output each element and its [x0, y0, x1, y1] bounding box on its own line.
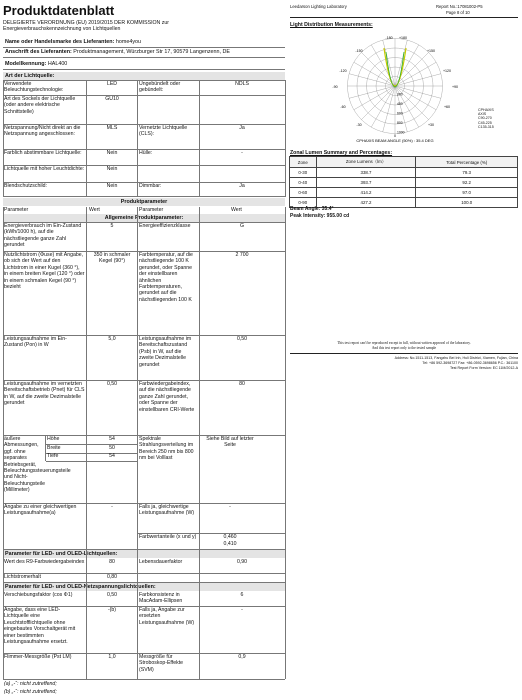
polar-angle-label: +150: [426, 49, 436, 53]
polar-spoke: [349, 74, 395, 86]
param-value-2: 0,50: [236, 336, 248, 342]
zone-cell: 414.2: [316, 188, 416, 198]
chromaticity-y: 0,410: [223, 541, 237, 547]
zone-col-1: Zone Lumens（lm）: [316, 157, 416, 168]
zone-cell: 0-30: [290, 168, 317, 178]
polar-angle-label: -30: [356, 123, 362, 127]
legend-entry: C90-270: [478, 116, 492, 121]
param-value: 5: [110, 223, 114, 229]
zone-col-2: Total Percentage (%): [416, 157, 518, 168]
param-label: Nutzlichtstrom (Φuse) mit Angabe, ob sich der Wert auf den Lichtstrom in einer Kugel (360 °), in einem breiten Kegel (120 °) oder in einem schmalen Kegel (90 °) bezieht: [4, 252, 85, 291]
polar-spoke: [383, 86, 395, 132]
param-value: Nein: [106, 166, 118, 172]
param-value: LED: [106, 81, 118, 87]
param-value-2: Ja: [239, 125, 245, 131]
param-label-2: Hülle:: [139, 150, 153, 156]
dimension-value: 50: [109, 444, 115, 451]
param-label-2: Farbtemperatur, auf die nächstliegende 100 K gerundet, oder Spanne der einstellbaren ähnlichen Farbtemperaturen, gerundet auf die nächstliegenden 100 K: [139, 252, 193, 303]
legend-entry: C45-225: [478, 120, 492, 125]
param-label-2: Messgröße für Stroboskop-Effekte (SVM): [139, 654, 184, 673]
zonal-heading: Zonal Lumen Summary and Percentages:: [290, 150, 393, 156]
param-label: Flimmer-Messgröße (Pst LM): [4, 654, 72, 660]
param-label-2: Lebensdauerfaktor: [139, 559, 183, 565]
param-value-2: Ja: [239, 183, 245, 189]
table-row: [290, 188, 518, 198]
polar-angle-label: +180: [398, 36, 408, 40]
param-value: Nein: [106, 150, 118, 156]
section-general-parameters: Allgemeine Produktparameter:: [3, 214, 285, 222]
param-value-2: 80: [239, 381, 245, 387]
param-value: 5,0: [108, 336, 116, 342]
equivalent-power-b-label: Falls ja, gleichwertige Leistungsaufnahme (W): [139, 504, 195, 517]
param-label: Angabe, dass eine LED-Lichtquelle eine Leuchtstofflichtquelle ohne eingebautes Vorschaltgerät mit einer bestimmten Leistungsaufnahme ersetzt.: [4, 607, 76, 646]
param-label: Lichtstromerhalt: [4, 574, 41, 580]
param-label-2: Farbkonsistenz in MacAdam-Ellipsen: [139, 592, 183, 605]
param-value-2: NDLS: [235, 81, 249, 87]
disclaimer-1: This test report can't be reproduced except in full, without written approval of the laboratory.: [337, 341, 471, 345]
polar-ring-label: 200: [397, 92, 403, 97]
zone-cell: 92.2: [416, 178, 518, 188]
param-label: Art des Sockels der Lichtquelle (oder andere elektrische Schnittstelle): [4, 96, 76, 115]
param-label: Verwendete Beleuchtungstechnologie:: [4, 81, 64, 94]
legend-entry: AXIS: [478, 112, 487, 117]
zone-cell: 100.0: [416, 198, 518, 208]
polar-diagram: [325, 34, 465, 144]
address-line-3: Test Report Form Version: EC 11M/2012-A: [449, 366, 518, 370]
polar-spoke: [395, 86, 436, 110]
param-label-2: Ungebündelt oder gebündelt:: [139, 81, 181, 94]
param-value-2: 6: [240, 592, 244, 598]
polar-spoke: [395, 52, 429, 86]
polar-spoke: [395, 40, 407, 86]
section-light-source-type: Art der Lichtquelle:: [3, 72, 285, 80]
section-product-parameters: Produktparameter: [3, 198, 285, 206]
column-header-parameter: Parameter: [4, 207, 29, 213]
param-value: 0,50: [106, 381, 118, 387]
param-label: Wert des R9-Farbwiedergabeindex: [4, 559, 85, 565]
polar-spoke: [349, 86, 395, 98]
param-label-2: Dimmbar:: [139, 183, 162, 189]
polar-spoke: [383, 40, 395, 86]
regulation-subtitle: DELEGIERTE VERORDNUNG (EU) 2019/2015 DER KOMMISSION zur Energieverbrauchskennzeichnung von Lichtquellen: [3, 20, 169, 33]
param-value: MLS: [106, 125, 118, 131]
dimension-value: 54: [109, 436, 115, 442]
polar-spoke: [395, 74, 441, 86]
param-label-2: Leistungsaufnahme im Bereitschaftszustand (Psb) in W, auf die zweite Dezimalstelle gerundet: [139, 336, 192, 368]
param-label: Blendschutzschild:: [4, 183, 47, 189]
equivalent-power-label: Angabe zu einer gleichwertigen Leistungsaufnahme(a): [4, 504, 77, 517]
param-label-2: Energieeffizienzklasse: [139, 223, 191, 229]
polar-spoke: [371, 86, 395, 127]
param-value: Nein: [106, 183, 118, 189]
polar-angle-label: -90: [332, 85, 338, 89]
polar-ring-label: 800: [397, 121, 403, 125]
polar-note: CPHAXIS BEAM ANGLE (50%) : 35.4 DEG: [356, 138, 434, 143]
polar-ring-label: 400: [397, 102, 403, 106]
param-label: Netzspannung/Nicht direkt an die Netzspannung angeschlossen:: [4, 125, 81, 138]
dimension-name: Breite: [47, 444, 61, 451]
legend-entry: C135-315: [478, 124, 494, 129]
zone-cell: 427.2: [316, 198, 416, 208]
polar-spoke: [361, 86, 395, 120]
polar-angle-label: +30: [427, 123, 435, 127]
param-value-2: 0,9: [238, 654, 246, 660]
model-row: Modellkennung: HAL400: [5, 61, 68, 67]
table-row: [290, 168, 518, 178]
footnote-b: (b) „-“: nicht zutreffend;: [4, 689, 57, 695]
lab-name: Leedarson Lighting Laboratory: [290, 4, 347, 9]
zone-cell: 338.7: [316, 168, 416, 178]
param-value: 1,0: [108, 654, 116, 660]
light-distribution-heading: Light Distribution Measurements:: [290, 22, 373, 28]
polar-angle-label: +120: [442, 69, 452, 73]
zone-cell: 97.0: [416, 188, 518, 198]
param-label-2: Vernetzte Lichtquelle (CLS):: [139, 125, 188, 138]
zone-cell: 79.3: [416, 168, 518, 178]
equivalent-power-b-value: -: [229, 504, 231, 510]
param-label: Farblich abstimmbare Lichtquelle:: [4, 150, 82, 156]
polar-angle-label: -180: [385, 36, 393, 40]
param-value-2: 0,90: [236, 559, 248, 565]
section-led-parameters: Parameter für LED- und OLED-Lichtquellen:: [3, 550, 285, 558]
zone-cell: 0-90: [290, 198, 317, 208]
polar-angle-label: +90: [451, 85, 459, 89]
param-value-2: -: [241, 607, 243, 613]
spectral-label: Spektrale Strahlungsverteilung im Bereich 250 nm bis 800 nm bei Volllast: [139, 436, 194, 462]
dimension-name: Höhe: [47, 436, 60, 442]
polar-spoke: [371, 45, 395, 86]
disclaimer-2: And this test report only to the tested sample: [371, 346, 437, 350]
dimension-value: 54: [109, 453, 115, 459]
section-mains-parameters: Parameter für LED- und OLED-Netzspannungslichtquellen:: [3, 583, 285, 591]
legend-entry: CPHAXIS: [478, 108, 494, 112]
supplier-name-row: Name oder Handelsmarke des Lieferanten: home4you: [5, 39, 142, 45]
param-value: 80: [109, 559, 115, 565]
address-line-2: Tel: +86 592-3698727 Fax: +86-0592-3698656 P.C.: 361100: [422, 361, 518, 365]
polar-ring-label: 600: [397, 111, 403, 116]
param-label: Leistungsaufnahme im vernetzten Bereitschaftsbetrieb (Pnet) für CLS in W, auf die zweite Dezimalstelle gerundet: [4, 381, 85, 407]
polar-angle-label: +60: [443, 105, 451, 109]
beam-angle: Beam Angle: 35.4°: [290, 206, 334, 212]
polar-angle-label: -120: [339, 69, 347, 73]
column-header-parameter-2: Parameter: [139, 207, 164, 213]
param-value: 0,50: [106, 592, 118, 598]
column-header-value: Wert: [89, 207, 100, 213]
polar-legend: [478, 108, 494, 129]
zone-cell: 0-60: [290, 188, 317, 198]
polar-ring-label: 1000: [397, 130, 405, 135]
param-value: -(b): [107, 607, 117, 613]
param-value: 350 in schmaler Kegel (90°): [93, 252, 131, 265]
param-value-2: 2 700: [235, 252, 249, 258]
polar-angle-label: -60: [340, 105, 346, 109]
param-value: GU10: [105, 96, 119, 102]
dimensions-label: äußere Abmessungen, ggf. ohne separates Betriebsgerät, Beleuchtungssteuerungsteile und Nicht-Beleuchtungsteile (Millimeter): [4, 436, 71, 494]
equivalent-power-value: -: [111, 504, 113, 510]
zone-cell: 393.7: [316, 178, 416, 188]
param-value-2: -: [241, 150, 243, 156]
param-label-2: Farbwiedergabeindex, auf die nächstliegende ganze Zahl gerundet, oder Spanne der einstellbaren CRI-Werte: [139, 381, 195, 413]
param-value-2: G: [239, 223, 245, 229]
dimension-name: Tiefe: [47, 453, 59, 459]
chromaticity-x: 0,460: [223, 534, 237, 540]
column-header-value-2: Wert: [231, 207, 242, 213]
supplier-address-row: Anschrift des Lieferanten: Produktmanagement, Würzburger Str 17, 90579 Langenzenn, DE: [5, 49, 231, 55]
zone-col-0: Zone: [290, 157, 317, 168]
param-label-2: Falls ja, Angabe zur ersetzten Leistungsaufnahme (W): [139, 607, 195, 626]
param-label: Energieverbrauch im Ein-Zustand (kWh/1000 h), auf die nächstliegende ganze Zahl gerundet: [4, 223, 82, 249]
page-title: Produktdatenblatt: [3, 3, 115, 18]
polar-spoke: [354, 86, 395, 110]
peak-intensity: Peak Intensity: 955.00 cd: [290, 213, 350, 219]
param-label: Verschiebungsfaktor (cos Φ1): [4, 592, 73, 598]
table-row: [290, 178, 518, 188]
report-number: Report No.:17081002-P5: [436, 4, 483, 9]
spectral-value: Siehe Bild auf letzter Seite: [206, 436, 254, 449]
polar-spoke: [395, 45, 419, 86]
polar-spoke: [361, 52, 395, 86]
footnote-a: (a) „-“: nicht zutreffend;: [4, 681, 57, 687]
chromaticity-label: Farbwertanteile (x und y): [139, 534, 197, 540]
param-label: Lichtquelle mit hoher Leuchtdichte:: [4, 166, 85, 172]
zonal-lumen-table: [289, 156, 518, 208]
polar-angle-label: -150: [355, 49, 363, 53]
param-label: Leistungsaufnahme im Ein-Zustand (Pon) in W: [4, 336, 67, 349]
zone-cell: 0-40: [290, 178, 317, 188]
page-number: Page 8 of 10: [446, 10, 470, 15]
address-line-1: Address: No.1511-1513, Fangzhu Bei Inh, Huli District, Xiamen, Fujian, China: [394, 356, 518, 360]
param-value: 0,80: [106, 574, 118, 580]
polar-angle-label: 0: [394, 134, 396, 138]
